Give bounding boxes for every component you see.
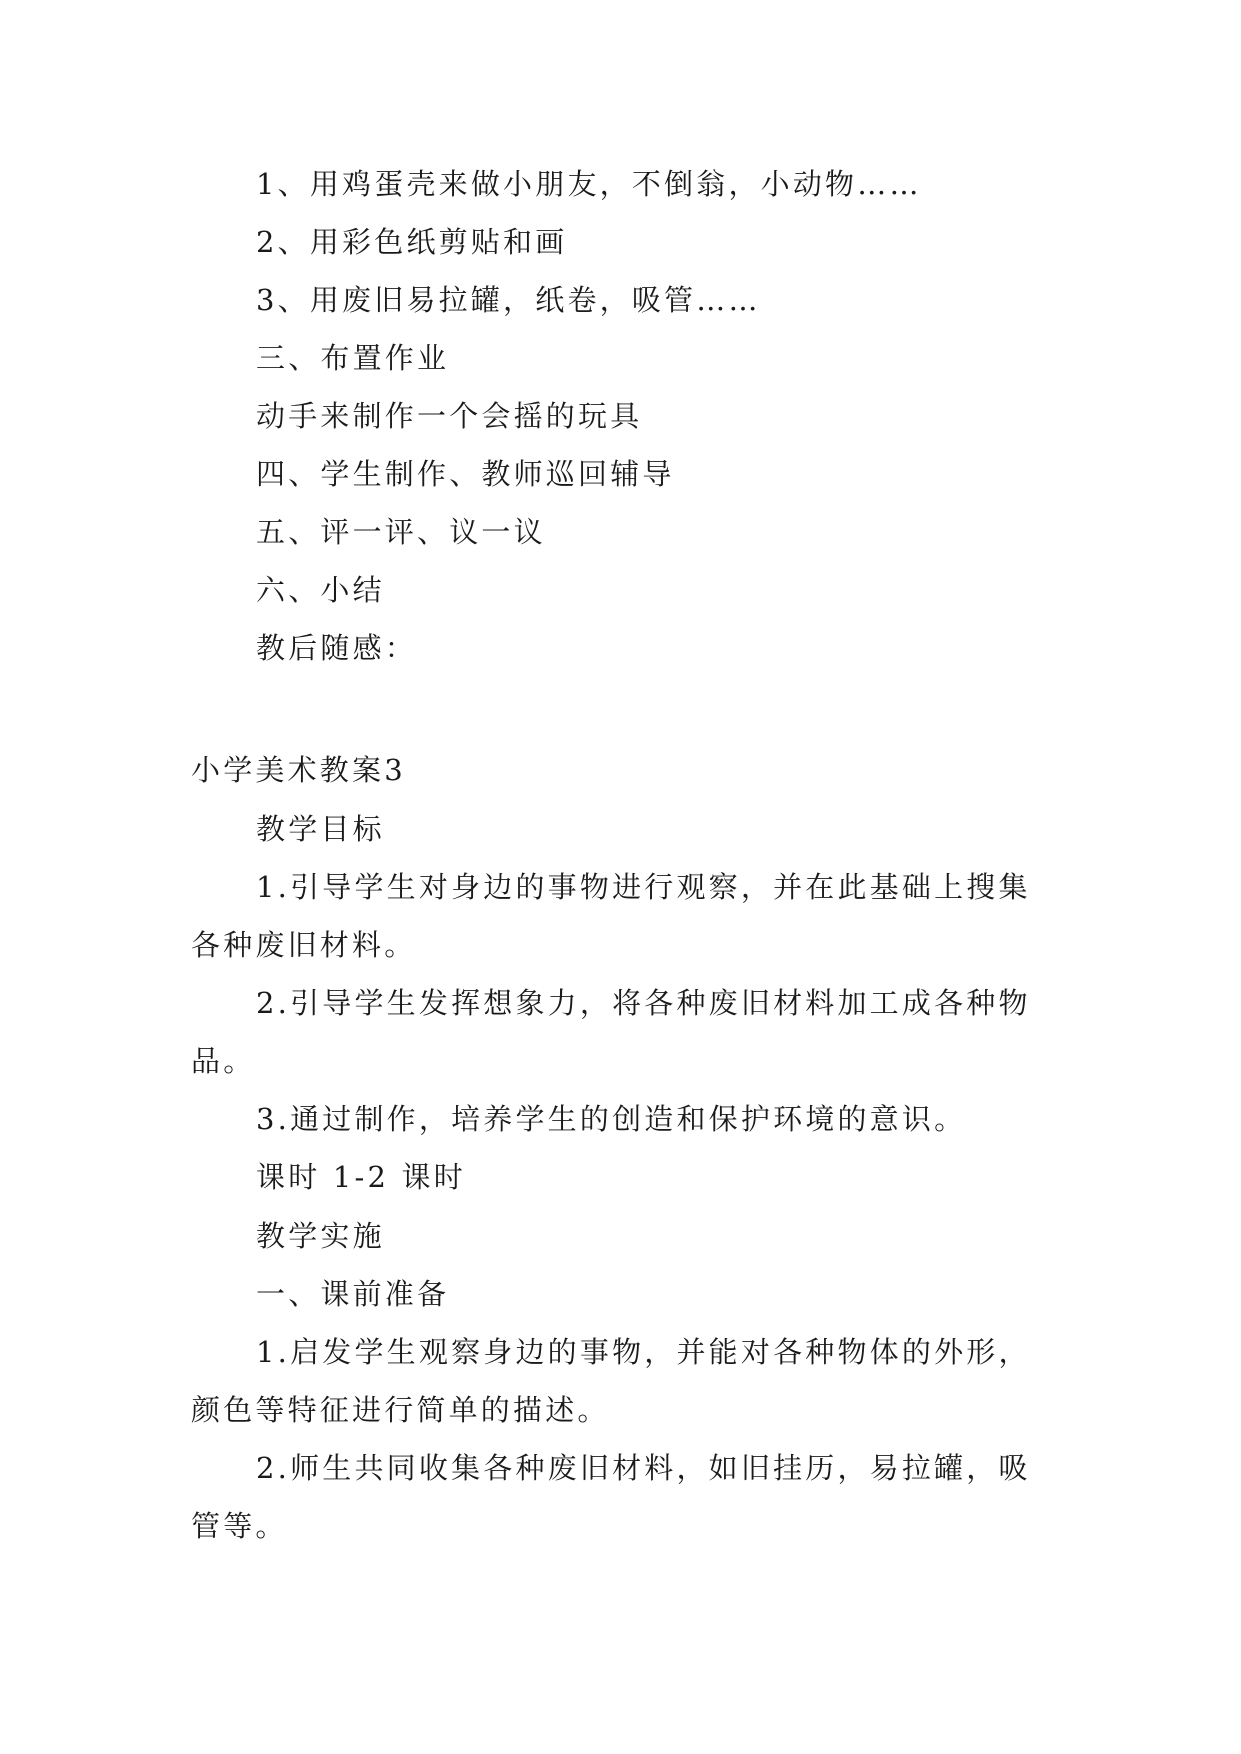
post-teaching-notes-label: 教后随感： xyxy=(256,631,418,665)
preparation-2-line-2: 管等。 xyxy=(191,1509,288,1543)
section-heading-summary: 六、小结 xyxy=(256,573,385,607)
section-heading-review: 五、评一评、议一议 xyxy=(256,515,546,549)
list-item-3: 3、用废旧易拉罐，纸卷，吸管…… xyxy=(256,283,761,317)
section-heading-production: 四、学生制作、教师巡回辅导 xyxy=(256,457,675,491)
objective-1-line-1: 1.引导学生对身边的事物进行观察，并在此基础上搜集 xyxy=(256,870,1031,904)
preparation-2-line-1: 2.师生共同收集各种废旧材料，如旧挂历，易拉罐，吸 xyxy=(256,1451,1031,1485)
section-heading-preparation: 一、课前准备 xyxy=(256,1277,450,1311)
objective-2-line-1: 2.引导学生发挥想象力，将各种废旧材料加工成各种物 xyxy=(256,986,1031,1020)
objective-2-line-2: 品。 xyxy=(191,1044,256,1078)
section-heading-objectives: 教学目标 xyxy=(256,812,385,846)
document-title: 小学美术教案3 xyxy=(191,753,406,787)
list-item-2: 2、用彩色纸剪贴和画 xyxy=(256,225,568,259)
preparation-1-line-1: 1.启发学生观察身边的事物，并能对各种物体的外形， xyxy=(256,1335,1031,1369)
objective-1-line-2: 各种废旧材料。 xyxy=(191,928,417,962)
section-heading-homework: 三、布置作业 xyxy=(256,341,450,375)
paragraph-homework: 动手来制作一个会摇的玩具 xyxy=(256,399,643,433)
lesson-hours: 课时 1-2 课时 xyxy=(256,1160,466,1194)
list-item-1: 1、用鸡蛋壳来做小朋友，不倒翁，小动物…… xyxy=(256,167,922,201)
objective-3: 3.通过制作，培养学生的创造和保护环境的意识。 xyxy=(256,1102,967,1136)
preparation-1-line-2: 颜色等特征进行简单的描述。 xyxy=(191,1393,610,1427)
section-heading-implementation: 教学实施 xyxy=(256,1219,385,1253)
